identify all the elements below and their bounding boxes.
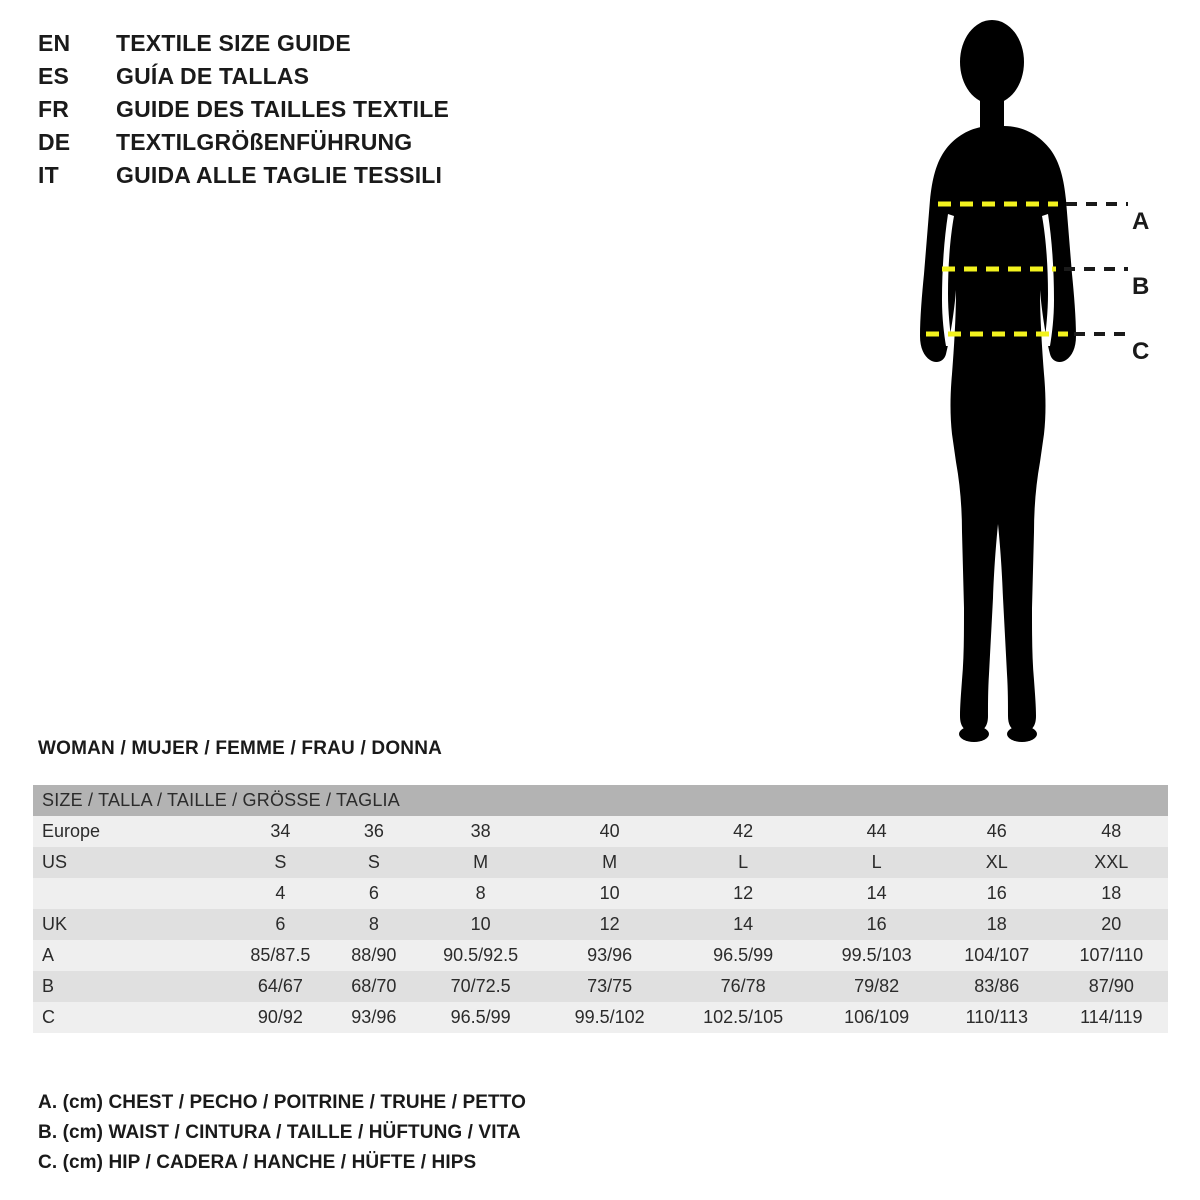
- title-row-es: [38, 63, 598, 96]
- table-cell: 68/70: [334, 971, 414, 1002]
- row-label: UK: [33, 909, 227, 940]
- table-cell: 8: [414, 878, 547, 909]
- silhouette-svg: [860, 18, 1180, 748]
- title-row-fr: [38, 96, 598, 129]
- row-label: B: [33, 971, 227, 1002]
- table-row: [33, 909, 1168, 940]
- table-cell: 88/90: [334, 940, 414, 971]
- guide-title: TEXTILE SIZE GUIDE: [116, 30, 351, 56]
- language-code: IT: [38, 162, 59, 188]
- table-cell: 73/75: [547, 971, 672, 1002]
- table-cell: 96.5/99: [414, 1002, 547, 1033]
- table-cell: 87/90: [1055, 971, 1168, 1002]
- table-cell: 99.5/102: [547, 1002, 672, 1033]
- table-cell: 104/107: [939, 940, 1055, 971]
- table-cell: S: [227, 847, 334, 878]
- table-cell: 90.5/92.5: [414, 940, 547, 971]
- language-code: EN: [38, 30, 71, 56]
- table-header-label: SIZE / TALLA / TAILLE / GRÖSSE / TAGLIA: [33, 785, 1168, 816]
- silhouette-shape: [920, 20, 1076, 742]
- table-cell: 96.5/99: [672, 940, 814, 971]
- table-row: [33, 847, 1168, 878]
- language-code: FR: [38, 96, 70, 122]
- table-cell: 18: [939, 909, 1055, 940]
- table-cell: 34: [227, 816, 334, 847]
- table-cell: 46: [939, 816, 1055, 847]
- table-cell: S: [334, 847, 414, 878]
- table-cell: 83/86: [939, 971, 1055, 1002]
- table-cell: 8: [334, 909, 414, 940]
- table-cell: 76/78: [672, 971, 814, 1002]
- table-cell: 44: [814, 816, 939, 847]
- language-code: ES: [38, 63, 70, 89]
- title-row-it: [38, 162, 598, 195]
- female-silhouette-figure: [860, 18, 1180, 748]
- table-cell: XXL: [1055, 847, 1168, 878]
- row-label: Europe: [33, 816, 227, 847]
- table-cell: 10: [547, 878, 672, 909]
- language-code: DE: [38, 129, 71, 155]
- table-cell: 79/82: [814, 971, 939, 1002]
- language-title-block: [38, 30, 598, 195]
- table-cell: 14: [672, 909, 814, 940]
- table-cell: 110/113: [939, 1002, 1055, 1033]
- table-cell: 20: [1055, 909, 1168, 940]
- table-cell: 42: [672, 816, 814, 847]
- marker-label-c: C: [1132, 338, 1150, 365]
- legend-line-c: C. (cm) HIP / CADERA / HANCHE / HÜFTE / HIPS: [38, 1152, 477, 1173]
- table-cell: 114/119: [1055, 1002, 1168, 1033]
- table-cell: 102.5/105: [672, 1002, 814, 1033]
- guide-title: GUÍA DE TALLAS: [116, 63, 310, 89]
- title-row-de: [38, 129, 598, 162]
- table-cell: 6: [334, 878, 414, 909]
- table-cell: M: [414, 847, 547, 878]
- table-cell: L: [672, 847, 814, 878]
- legend-line-b: B. (cm) WAIST / CINTURA / TAILLE / HÜFTUNG / VITA: [38, 1122, 521, 1143]
- table-cell: 93/96: [334, 1002, 414, 1033]
- size-table: [33, 785, 1168, 1033]
- table-cell: 70/72.5: [414, 971, 547, 1002]
- table-cell: 18: [1055, 878, 1168, 909]
- row-label: A: [33, 940, 227, 971]
- table-row: [33, 1002, 1168, 1033]
- table-cell: M: [547, 847, 672, 878]
- table-cell: 93/96: [547, 940, 672, 971]
- table-cell: 85/87.5: [227, 940, 334, 971]
- table-cell: 48: [1055, 816, 1168, 847]
- row-label: US: [33, 847, 227, 878]
- table-cell: L: [814, 847, 939, 878]
- table-cell: 12: [547, 909, 672, 940]
- table-row: [33, 940, 1168, 971]
- table-cell: 36: [334, 816, 414, 847]
- table-cell: 10: [414, 909, 547, 940]
- table-cell: 38: [414, 816, 547, 847]
- row-label: [33, 878, 227, 909]
- table-cell: 6: [227, 909, 334, 940]
- legend-line-a: A. (cm) CHEST / PECHO / POITRINE / TRUHE / PETTO: [38, 1092, 526, 1113]
- table-cell: 16: [939, 878, 1055, 909]
- title-row-en: [38, 30, 598, 63]
- table-cell: 106/109: [814, 1002, 939, 1033]
- table-cell: 99.5/103: [814, 940, 939, 971]
- marker-label-a: A: [1132, 208, 1150, 235]
- table-header-row: [33, 785, 1168, 816]
- table-cell: 107/110: [1055, 940, 1168, 971]
- table-cell: 90/92: [227, 1002, 334, 1033]
- row-label: C: [33, 1002, 227, 1033]
- table-cell: 12: [672, 878, 814, 909]
- table-row: [33, 816, 1168, 847]
- guide-title: TEXTILGRÖßENFÜHRUNG: [116, 129, 413, 155]
- section-caption-woman: WOMAN / MUJER / FEMME / FRAU / DONNA: [38, 738, 443, 759]
- guide-title: GUIDE DES TAILLES TEXTILE: [116, 96, 449, 122]
- table-cell: 4: [227, 878, 334, 909]
- table-cell: XL: [939, 847, 1055, 878]
- table-cell: 40: [547, 816, 672, 847]
- table-row: [33, 971, 1168, 1002]
- table-cell: 16: [814, 909, 939, 940]
- guide-title: GUIDA ALLE TAGLIE TESSILI: [116, 162, 443, 188]
- table-row: [33, 878, 1168, 909]
- marker-label-b: B: [1132, 273, 1150, 300]
- table-cell: 64/67: [227, 971, 334, 1002]
- measurement-legend: [38, 1092, 738, 1182]
- table-cell: 14: [814, 878, 939, 909]
